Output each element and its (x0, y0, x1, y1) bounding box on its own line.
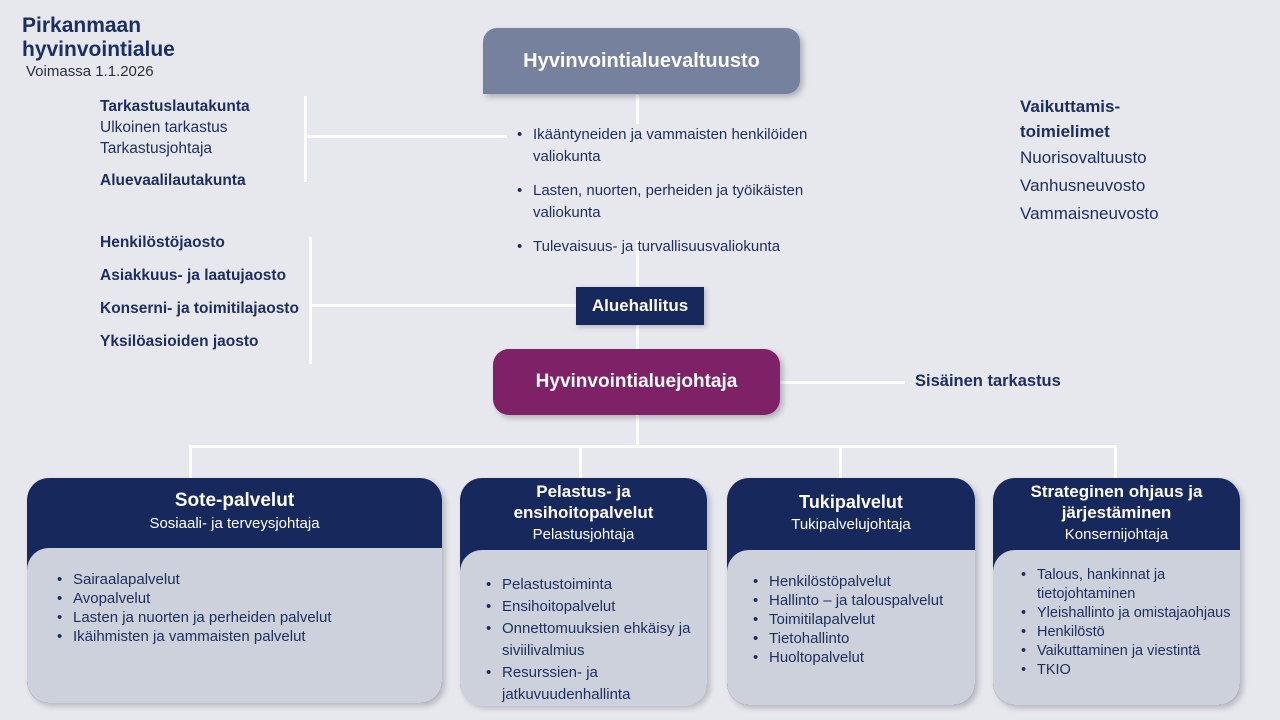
service-list (55, 570, 432, 646)
service-list (751, 572, 967, 667)
connector-director-to-spine (636, 414, 639, 447)
connector-spine-to-card1 (189, 445, 192, 478)
election-board-label: Aluevaalilautakunta (100, 172, 246, 189)
regional-board-box (576, 287, 704, 325)
influence-bodies-group (1020, 94, 1240, 228)
influence-item: Vammaisneuvosto (1020, 204, 1159, 223)
service-item: • Pelastustoiminta (484, 574, 699, 596)
card-body (993, 550, 1240, 705)
committee-item: • Tulevaisuus- ja turvallisuusvaliokunta (515, 236, 860, 258)
service-item: • Yleishallinto ja omistajaohjaus (1019, 604, 1234, 623)
influence-item: Nuorisovaltuusto (1020, 148, 1147, 167)
influence-title-line1: Vaikuttamis- (1020, 97, 1121, 116)
service-item: • Onnettomuuksien ehkäisy ja siviilivalmius (484, 618, 699, 662)
logo-line2: hyvinvointialue (22, 38, 175, 61)
connector-divisions-to-board (311, 304, 577, 307)
service-item: • Talous, hankinnat ja tietojohtaminen (1019, 566, 1234, 604)
division-item: Konserni- ja toimitilajaosto (100, 300, 299, 317)
connector-board-to-director (636, 324, 639, 350)
connector-director-to-internal-audit (779, 381, 905, 384)
card-subtitle: Tukipalvelujohtaja (791, 516, 911, 533)
card-title: Strateginen ohjaus ja järjestäminen (1030, 482, 1203, 522)
validity-date: Voimassa 1.1.2026 (26, 63, 154, 80)
director-box (493, 349, 780, 415)
council-label: Hyvinvointialuevaltuusto (523, 49, 760, 72)
card-body (27, 548, 442, 703)
service-item: • Sairaalapalvelut (55, 570, 432, 589)
card-subtitle: Konsernijohtaja (1064, 526, 1169, 543)
service-item: • Avopalvelut (55, 589, 432, 608)
service-card-strateginen (993, 478, 1240, 705)
connector-divisions-vertical (309, 237, 312, 364)
internal-audit-label: Sisäinen tarkastus (915, 372, 1061, 390)
connector-spine-to-card3 (839, 445, 842, 478)
card-header (27, 478, 442, 548)
audit-committee-title: Tarkastuslautakunta (100, 98, 250, 115)
service-item: • Hallinto – ja talouspalvelut (751, 591, 967, 610)
card-title: Tukipalvelut (799, 492, 903, 512)
card-subtitle: Pelastusjohtaja (532, 526, 635, 543)
director-label: Hyvinvointialuejohtaja (535, 371, 738, 392)
service-item: • Henkilöstöpalvelut (751, 572, 967, 591)
connector-spine-to-card2 (579, 445, 582, 478)
division-item: Asiakkuus- ja laatujaosto (100, 267, 287, 284)
service-item: • Ensihoitopalvelut (484, 596, 699, 618)
service-item: • Tietohallinto (751, 629, 967, 648)
card-header (460, 478, 707, 550)
card-body (727, 550, 975, 705)
service-item: • Resurssien- ja jatkuvuudenhallinta (484, 662, 699, 706)
committee-list (515, 124, 860, 270)
influence-title-line2: toimielimet (1020, 122, 1110, 141)
service-item: • TKIO (1019, 661, 1234, 680)
service-card-pelastus (460, 478, 707, 705)
council-box (483, 28, 800, 94)
card-header (993, 478, 1240, 550)
service-item: • Toimitilapalvelut (751, 610, 967, 629)
connector-spine-to-card4 (1114, 445, 1117, 478)
card-subtitle: Sosiaali- ja terveysjohtaja (149, 515, 320, 532)
committee-item: • Ikääntyneiden ja vammaisten henkilöiden valiokunta (515, 124, 860, 168)
org-logo (22, 14, 175, 62)
service-list (484, 574, 699, 706)
service-item: • Henkilöstö (1019, 623, 1234, 642)
card-header (727, 478, 975, 550)
audit-group (100, 96, 315, 191)
card-title: Pelastus- ja ensihoitopalvelut (513, 482, 654, 522)
connector-council-to-committees (636, 95, 639, 124)
division-item: Henkilöstöjaosto (100, 234, 225, 251)
logo-line1: Pirkanmaan (22, 14, 142, 37)
service-item: • Ikäihmisten ja vammaisten palvelut (55, 627, 432, 646)
card-body (460, 550, 707, 706)
service-card-sote (27, 478, 442, 703)
connector-audit-group-horizontal (305, 135, 507, 138)
committee-item: • Lasten, nuorten, perheiden ja työikäisten valiokunta (515, 180, 860, 224)
influence-item: Vanhusneuvosto (1020, 176, 1146, 195)
connector-spine-horizontal (189, 445, 1117, 448)
division-item: Yksilöasioiden jaosto (100, 333, 259, 350)
service-item: • Vaikuttaminen ja viestintä (1019, 642, 1234, 661)
service-item: • Lasten ja nuorten ja perheiden palvelut (55, 608, 432, 627)
regional-board-label: Aluehallitus (591, 296, 689, 315)
audit-item: Ulkoinen tarkastus (100, 119, 228, 136)
service-item: • Huoltopalvelut (751, 648, 967, 667)
audit-item: Tarkastusjohtaja (100, 140, 213, 157)
divisions-group (100, 232, 308, 364)
service-card-tuki (727, 478, 975, 705)
service-list (1019, 566, 1234, 680)
card-title: Sote-palvelut (174, 490, 295, 511)
